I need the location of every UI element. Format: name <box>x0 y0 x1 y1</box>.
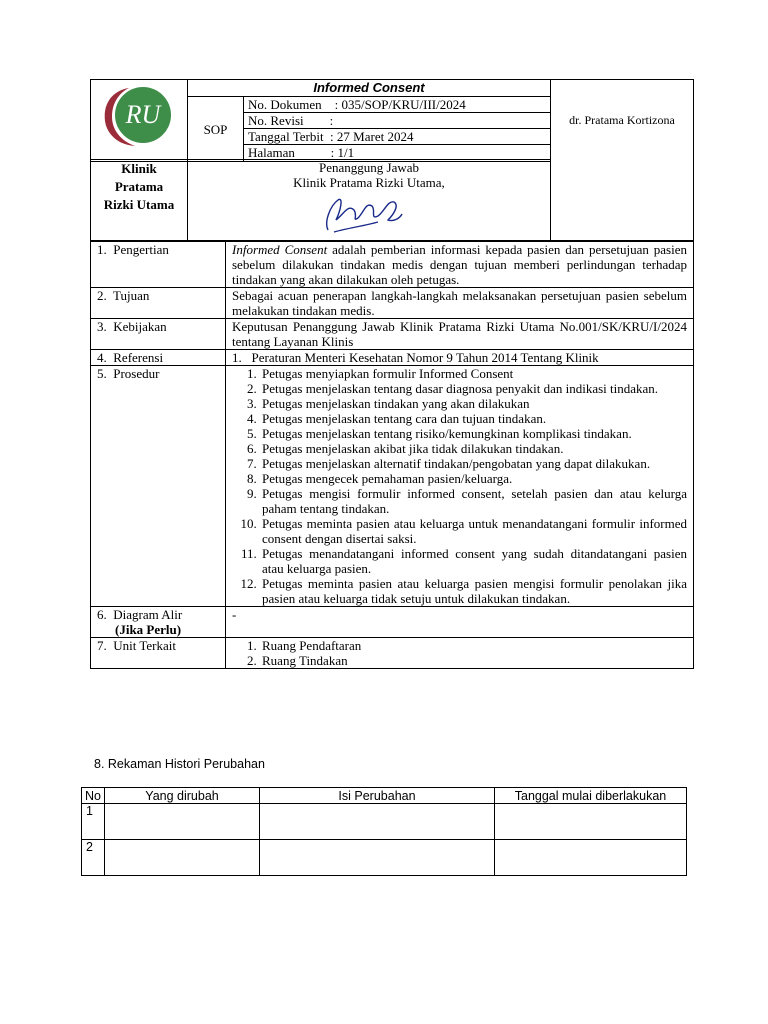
list-item: 1. Petugas menyiapkan formulir Informed Consent <box>260 366 687 381</box>
history-table <box>81 787 687 876</box>
row-pengertian <box>91 242 694 288</box>
label-kebijakan: 3. Kebijakan <box>91 319 226 350</box>
content-unit <box>226 638 694 669</box>
row-tujuan <box>91 288 694 319</box>
prosedur-list <box>232 366 687 606</box>
row-prosedur <box>91 366 694 607</box>
list-item: 6. Petugas menjelaskan akibat jika tidak dilakukan tindakan. <box>260 441 687 456</box>
sop-header-table <box>90 79 694 162</box>
no-revisi: No. Revisi : <box>244 113 550 129</box>
history-header-row <box>82 788 687 804</box>
list-item: 2. Petugas menjelaskan tentang dasar diagnosa penyakit dan indikasi tindakan. <box>260 381 687 396</box>
table-row <box>82 840 687 876</box>
table-row <box>82 804 687 840</box>
history-col-no: No <box>82 788 105 804</box>
document-meta <box>244 97 551 162</box>
history-row1-changed <box>105 804 260 840</box>
list-item: 12. Petugas meminta pasien atau keluarga pasien mengisi formulir penolakan jika pasien atau keluarga tidak setuju untuk dilakukan tindakan. <box>260 576 687 606</box>
history-row1-date <box>495 804 687 840</box>
clinic-name-line2: Pratama <box>114 179 164 194</box>
list-item: 9. Petugas mengisi formulir informed consent, setelah pasien dan atau kelurga paham tentang tindakan. <box>260 486 687 516</box>
pj-clinic: Klinik Pratama Rizki Utama, <box>293 175 445 190</box>
halaman: Halaman : 1/1 <box>248 145 355 160</box>
content-kebijakan: Keputusan Penanggung Jawab Klinik Pratama Rizki Utama No.001/SK/KRU/I/2024 tentang Layanan Klinis <box>226 319 694 350</box>
signature <box>318 192 404 236</box>
history-row1-content <box>260 804 495 840</box>
logo-lettering: RU <box>125 100 161 129</box>
signature-underline <box>334 222 378 232</box>
list-item: 5. Petugas menjelaskan tentang risiko/kemungkinan komplikasi tindakan. <box>260 426 687 441</box>
content-tujuan: Sebagai acuan penerapan langkah-langkah melaksanakan persetujuan pasien sebelum melakukan tindakan medis. <box>226 288 694 319</box>
list-item: 8. Petugas mengecek pemahaman pasien/keluarga. <box>260 471 687 486</box>
row-unit <box>91 638 694 669</box>
document-title: Informed Consent <box>188 80 551 97</box>
pengertian-text: adalah pemberian informasi kepada pasien dan persetujuan pasien sebelum dilakukan tindakan medis dengan tujuan memberi perlindungan terhadap tindakan yang akan dilakukan oleh petugas. <box>232 242 687 287</box>
clinic-name-line1: Klinik <box>121 161 157 176</box>
diagram-sublabel: (Jika Perlu) <box>115 622 182 637</box>
label-diagram <box>91 607 226 638</box>
sop-label: SOP <box>188 97 244 162</box>
list-item: 11. Petugas menandatangani informed consent yang sudah ditandatangani pasien atau keluarga pasien. <box>260 546 687 576</box>
history-row2-changed <box>105 840 260 876</box>
label-unit: 7. Unit Terkait <box>91 638 226 669</box>
clinic-logo <box>99 85 175 149</box>
row-kebijakan <box>91 319 694 350</box>
responsible-cell <box>188 160 551 241</box>
label-prosedur: 5. Prosedur <box>91 366 226 607</box>
logo-cell <box>91 80 188 162</box>
history-row2-no: 2 <box>82 840 105 876</box>
history-col-date: Tanggal mulai diberlakukan <box>495 788 687 804</box>
clinic-name-line3: Rizki Utama <box>103 197 175 212</box>
row-diagram <box>91 607 694 638</box>
pengertian-lead: Informed Consent <box>232 242 328 257</box>
approver-blank <box>551 160 694 241</box>
history-title: 8. Rekaman Histori Perubahan <box>94 757 265 771</box>
sop-body-table <box>90 241 694 669</box>
history-col-content: Isi Perubahan <box>260 788 495 804</box>
label-referensi: 4. Referensi <box>91 350 226 366</box>
meta-table <box>244 97 550 160</box>
label-tujuan: 2. Tujuan <box>91 288 226 319</box>
list-item: 3. Petugas menjelaskan tindakan yang akan dilakukan <box>260 396 687 411</box>
diagram-label: 6. Diagram Alir <box>97 607 183 622</box>
list-item: 4. Petugas menjelaskan tentang cara dan tujuan tindakan. <box>260 411 687 426</box>
history-col-changed: Yang dirubah <box>105 788 260 804</box>
list-item: 2. Ruang Tindakan <box>260 653 687 668</box>
approver-name: dr. Pratama Kortizona <box>551 80 694 162</box>
history-row1-no: 1 <box>82 804 105 840</box>
row-referensi <box>91 350 694 366</box>
label-pengertian: 1. Pengertian <box>91 242 226 288</box>
tanggal-terbit: Tanggal Terbit : 27 Maret 2024 <box>244 129 550 145</box>
list-item: 1. Ruang Pendaftaran <box>260 638 687 653</box>
list-item: 7. Petugas menjelaskan alternatif tindakan/pengobatan yang dapat dilakukan. <box>260 456 687 471</box>
clinic-name <box>91 160 188 241</box>
pj-label: Penanggung Jawab <box>318 160 419 175</box>
content-prosedur <box>226 366 694 607</box>
history-row2-date <box>495 840 687 876</box>
content-referensi: 1. Peraturan Menteri Kesehatan Nomor 9 Tahun 2014 Tentang Klinik <box>226 350 694 366</box>
list-item: 10. Petugas meminta pasien atau keluarga untuk menandatangani formulir informed consent dengan disertai saksi. <box>260 516 687 546</box>
history-row2-content <box>260 840 495 876</box>
content-pengertian <box>226 242 694 288</box>
content-diagram: - <box>226 607 694 638</box>
unit-list <box>232 638 687 668</box>
sop-header-band <box>90 159 694 241</box>
no-dokumen: No. Dokumen : 035/SOP/KRU/III/2024 <box>244 97 550 113</box>
